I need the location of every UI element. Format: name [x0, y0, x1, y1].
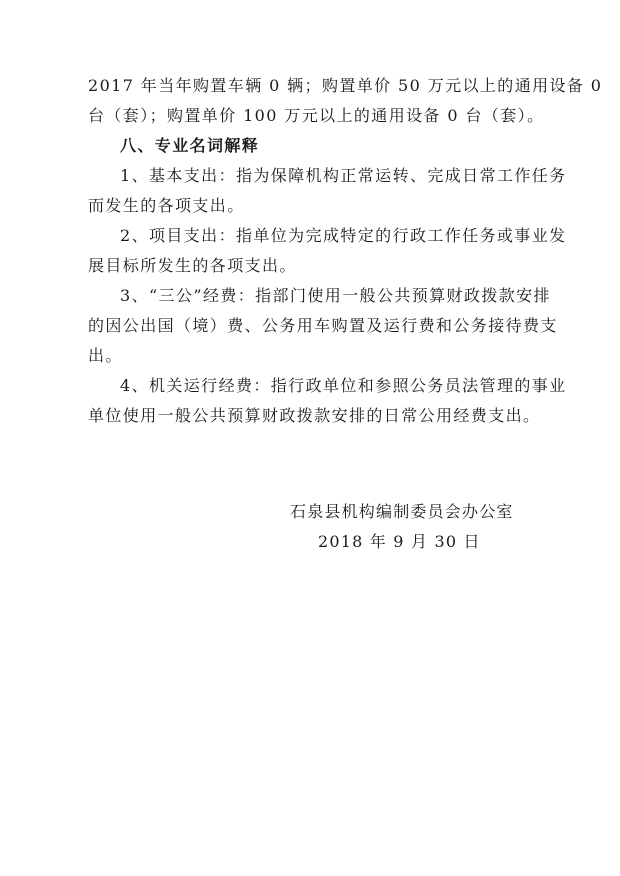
definition-3-line-2: 的因公出国（境）费、公务用车购置及运行费和公务接待费支 — [88, 316, 558, 335]
definition-three-public-expenses — [88, 281, 558, 371]
intro-line-2: 台（套）；购置单价 100 万元以上的通用设备 0 台（套）。 — [88, 106, 545, 125]
intro-line-1: 2017 年当年购置车辆 0 辆；购置单价 50 万元以上的通用设备 0 — [88, 76, 603, 95]
definition-1-line-2: 而发生的各项支出。 — [88, 196, 245, 215]
definition-operating-expenses — [88, 371, 567, 431]
definition-basic-expenditure — [88, 161, 567, 221]
definition-3-line-3: 出。 — [88, 346, 123, 365]
definition-1-line-1: 1、基本支出：指为保障机构正常运转、完成日常工作任务 — [120, 166, 567, 185]
signature-date: 2018 年 9 月 30 日 — [318, 532, 481, 551]
section-heading: 八、专业名词解释 — [120, 136, 260, 155]
definition-4-line-2: 单位使用一般公共预算财政拨款安排的日常公用经费支出。 — [88, 406, 541, 425]
signature-organization: 石泉县机构编制委员会办公室 — [290, 502, 514, 521]
definition-project-expenditure — [88, 221, 567, 281]
definition-4-line-1: 4、机关运行经费：指行政单位和参照公务员法管理的事业 — [120, 376, 567, 395]
definition-2-line-1: 2、项目支出：指单位为完成特定的行政工作任务或事业发 — [120, 226, 567, 245]
intro-paragraph — [88, 71, 603, 131]
definition-2-line-2: 展目标所发生的各项支出。 — [88, 256, 297, 275]
definition-3-line-1: 3、“三公”经费：指部门使用一般公共预算财政拨款安排 — [120, 286, 551, 305]
